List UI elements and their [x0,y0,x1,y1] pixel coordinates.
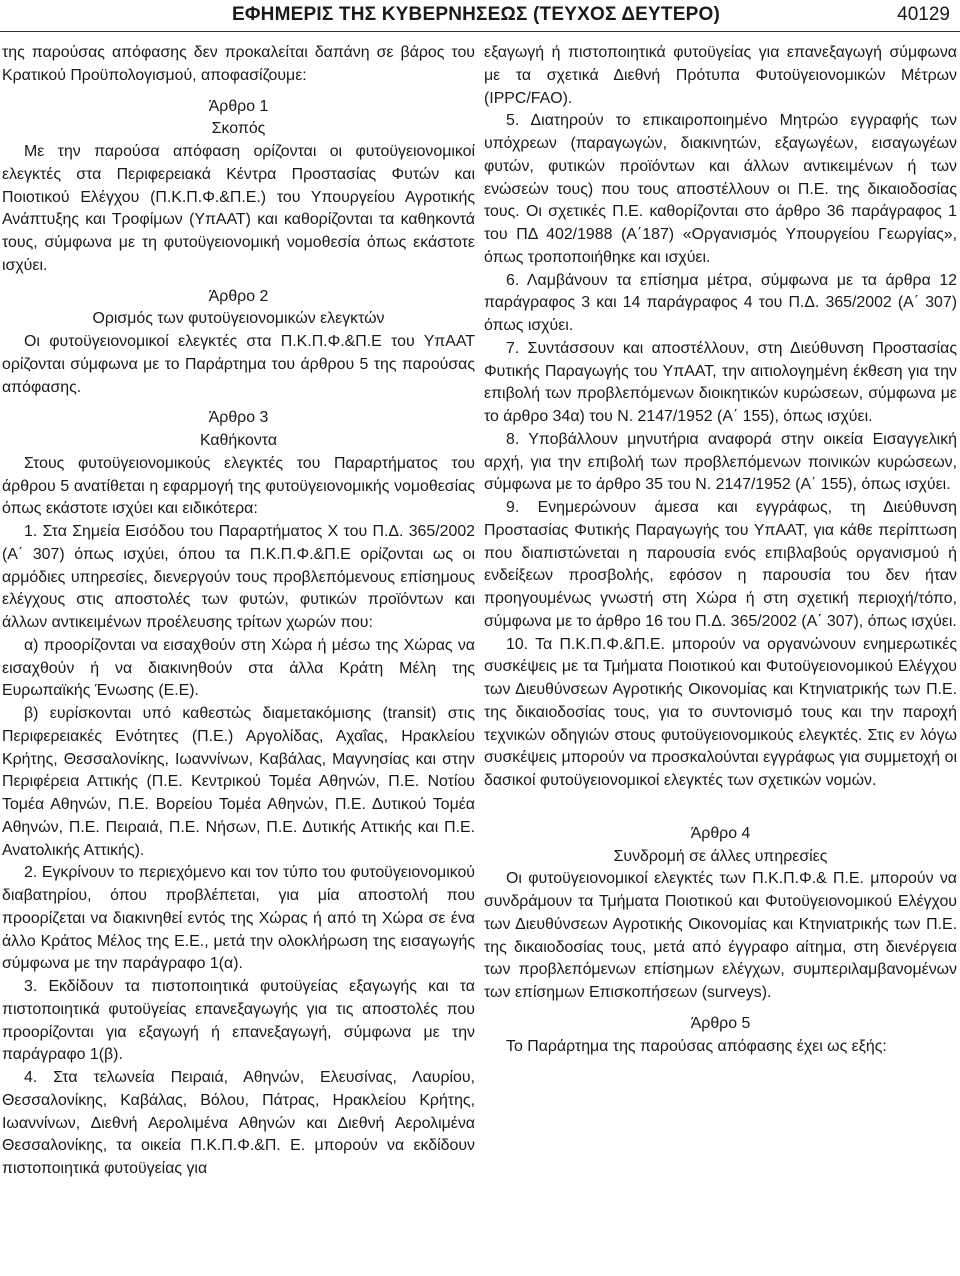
article-2-title: Ορισμός των φυτοϋγειονομικών ελεγκτών [92,310,385,328]
article-3-title: Καθήκοντα [199,432,278,449]
article-2-heading: Άρθρο 2 [208,287,269,305]
left-column [2,42,475,1181]
article-3-item-7: 7. Συντάσσουν και αποστέλλουν, στη Διεύθυνση Προστασίας Φυτικής Παραγωγής του ΥπΑΑΤ, την αιτιολογημένη έκθεση για την επιβολή των προβλεπόμενων διοικητικών κυρώσεων, σύμφωνα με το άρθρο 34α) του Ν. 2147/1952 (Α΄ 155), όπως ισχύει. [484,339,957,425]
intro-paragraph: της παρούσας απόφασης δεν προκαλείται δαπάνη σε βάρος του Κρατικού Προϋπολογισμού, αποφασίζουμε: [2,44,475,84]
article-3-item-1: 1. Στα Σημεία Εισόδου του Παραρτήματος Χ του Π.Δ. 365/2002 (Α΄ 307) όπως ισχύει, όπου τα Π.Κ.Π.Φ.&Π.Ε ορίζονται ως οι αρμόδιες υπηρεσίες, διενεργούν τους προβλεπόμενους επίσημους ελέγχους στις αποστολές των φυτών, φυτικών προϊόντων και άλλων αντικειμένων προέλευσης τρίτων χωρών που: [2,523,475,631]
article-4-heading: Άρθρο 4 [690,824,751,842]
gazette-title: ΕΦΗΜΕΡΙΣ ΤΗΣ ΚΥΒΕΡΝΗΣΕΩΣ (ΤΕΥΧΟΣ ΔΕΥΤΕΡΟ) [232,4,720,25]
article-3-item-6: 6. Λαμβάνουν τα επίσημα μέτρα, σύμφωνα με τα άρθρα 12 παράγραφος 3 και 14 παράγραφος 4 του Π.Δ. 365/2002 (Α΄ 307) όπως ισχύει. [484,271,957,334]
article-1-heading: Άρθρο 1 [208,97,269,115]
article-3-item-9: 9. Ενημερώνουν άμεσα και εγγράφως, τη Διεύθυνση Προστασίας Φυτικής Παραγωγής του ΥπΑΑΤ, για κάθε περίπτωση που διαπιστώνεται η παρουσία ενός επιβλαβούς οργανισμού ή ενδείξεων προσβολής, εφόσον η παρουσία του δεν ήταν προηγουμένως γνωστή στη Χώρα ή στη σχετική περιοχή/τόπο, σύμφωνα με το άρθρο 16 του Π.Δ. 365/2002 (Α΄ 307), όπως ισχύει. [484,499,957,630]
article-3-item-2: 2. Εγκρίνουν το περιεχόμενο και τον τύπο του φυτοϋγειονομικού διαβατηρίου, όπου προβλέπεται, για μία αποστολή που προορίζεται να διακινηθεί εντός της Χώρας ή από τη Χώρα σε ένα άλλο Κράτος Μέλος της Ε.Ε., μετά την ολοκλήρωση της εισαγωγής σύμφωνα με την παράγραφο 1(α). [2,864,475,973]
header-rule [0,31,960,32]
article-3-item-3: 3. Εκδίδουν τα πιστοποιητικά φυτοϋγείας εξαγωγής και τα πιστοποιητικά φυτοϋγείας επανεξαγωγής για τις αποστολές που προορίζονται για εξαγωγή ή επανεξαγωγή, σύμφωνα με την παράγραφο 1(β). [2,978,475,1064]
article-4-title: Συνδρομή σε άλλες υπηρεσίες [613,847,828,865]
article-3-item-5: 5. Διατηρούν το επικαιροποιημένο Μητρώο εγγραφής των υπόχρεων (παραγωγών, διακινητών, εξαγωγέων, εισαγωγέων φυτών, φυτικών προϊόντων και άλλων αντικειμένων ή των ενώσεών τους) που τους αποστέλλουν οι Π.Ε. της δικαιοδοσίας τους. Οι σχετικές Π.Ε. καθορίζονται στο άρθρο 36 παράγραφος 1 του ΠΔ 402/1988 (Α΄187) «Οργανισμός Υπουργείου Γεωργίας», όπως τροποποιήθηκε και ισχύει. [484,112,957,266]
article-4-paragraph: Οι φυτοϋγειονομικοί ελεγκτές των Π.Κ.Π.Φ.& Π.Ε. μπορούν να συνδράμουν τα Τμήματα Ποιοτικού και Φυτοϋγειονομικού Ελέγχου των Διευθύνσεων Αγροτικής Οικονομίας και Κτηνιατρικής των Π.Ε. της δικαιοδοσίας τους, μετά από έγγραφο αίτημα, στη διενέργεια των προβλεπόμενων επίσημων ελέγχων, συμπεριλαμβανομένων των επίσημων Επισκοπήσεων (surveys). [484,870,957,1001]
article-3-heading: Άρθρο 3 [208,409,269,427]
page-number: 40129 [897,4,950,25]
article-3-item-10: 10. Τα Π.Κ.Π.Φ.&Π.Ε. μπορούν να οργανώνουν ενημερωτικές συσκέψεις με τα Τμήματα Ποιοτικού και Φυτοϋγειονομικού Ελέγχου των Διευθύνσεων Αγροτικής Οικονομίας και Κτηνιατρικής των Π.Ε. της δικαιοδοσίας τους, για το συντονισμό τους και την παροχή τεχνικών οδηγιών στους φυτοϋγειονομικούς ελεγκτές. Στις εν λόγω συσκέψεις μπορούν να προσκαλούνται εγγράφως για συμμετοχή οι δασικοί φυτοϋγειονομικοί ελεγκτές των σχετικών νομών. [484,635,957,789]
article-3-paragraph: Στους φυτοϋγειονομικούς ελεγκτές του Παραρτήματος του άρθρου 5 ανατίθεται η εφαρμογή της φυτοϋγειονομικής νομοθεσίας όπως εκάστοτε ισχύει και ειδικότερα: [2,454,475,518]
article-2-paragraph: Οι φυτοϋγειονομικοί ελεγκτές στα Π.Κ.Π.Φ.&Π.Ε του ΥπΑΑΤ ορίζονται σύμφωνα με το Παράρτημα του άρθρου 5 της παρούσας απόφασης. [2,333,475,396]
continued-paragraph: εξαγωγή ή πιστοποιητικά φυτοϋγείας για επανεξαγωγή σύμφωνα με τα σχετικά Διεθνή Πρότυπα Φυτοϋγειονομικών Μέτρων (IPPC/FAO). [484,44,957,107]
article-5-paragraph: Το Παράρτημα της παρούσας απόφασης έχει ως εξής: [506,1037,887,1055]
article-1-paragraph: Με την παρούσα απόφαση ορίζονται οι φυτοϋγειονομικοί ελεγκτές στα Περιφερειακά Κέντρα Προστασίας Φυτών και Ποιοτικού Ελέγχου (Π.Κ.Π.Φ.&Π.Ε.) του Υπουργείου Αγροτικής Ανάπτυξης και Τροφίμων (ΥπΑΑΤ) και καθορίζονται τα καθηκοντά τους, σύμφωνα με τη φυτοϋγειονομική νομοθεσία όπως εκάστοτε ισχύει. [2,143,475,274]
article-1-title: Σκοπός [211,120,266,138]
article-3-item-1a: α) προορίζονται να εισαχθούν στη Χώρα ή μέσω της Χώρας να εισαχθούν ή να διακινηθούν στα άλλα Κράτη Μέλη της Ευρωπαϊκής Ένωσης (Ε.Ε). [2,636,475,700]
page-header [0,0,960,34]
article-5-heading: Άρθρο 5 [690,1014,751,1032]
article-3-item-8: 8. Υποβάλλουν μηνυτήρια αναφορά στην οικεία Εισαγγελική αρχή, για την επιβολή των προβλεπόμενων ποινικών κυρώσεων, σύμφωνα με το άρθρο 35 του Ν. 2147/1952 (Α΄ 155), όπως ισχύει. [484,430,957,494]
article-3-item-1b: β) ευρίσκονται υπό καθεστώς διαμετακόμισης (transit) στις Περιφερειακές Ενότητες (Π.Ε.) Αργολίδας, Αχαΐας, Ηρακλείου Κρήτης, Θεσσαλονίκης, Ιωαννίνων, Καβάλας, Μαγνησίας και στην Περιφέρεια Αττικής (Π.Ε. Κεντρικού Τομέα Αθηνών, Π.Ε. Νοτίου Τομέα Αθηνών, Π.Ε. Βορείου Τομέα Αθηνών, Π.Ε. Δυτικού Τομέα Αθηνών, Π.Ε. Πειραιά, Π.Ε. Νήσων, Π.Ε. Δυτικής Αττικής και Π.Ε. Ανατολικής Αττικής). [2,705,475,859]
right-column [484,42,957,1058]
article-3-item-4: 4. Στα τελωνεία Πειραιά, Αθηνών, Ελευσίνας, Λαυρίου, Θεσσαλονίκης, Καβάλας, Βόλου, Πάτρας, Ηρακλείου Κρήτης, Ιωαννίνων, Διεθνή Αερολιμένα Αθηνών και Διεθνή Αερολιμένα Θεσσαλονίκης, τα οικεία Π.Κ.Π.Φ.&Π. Ε. μπορούν να εκδίδουν πιστοποιητικά φυτοϋγείας για [2,1069,475,1177]
